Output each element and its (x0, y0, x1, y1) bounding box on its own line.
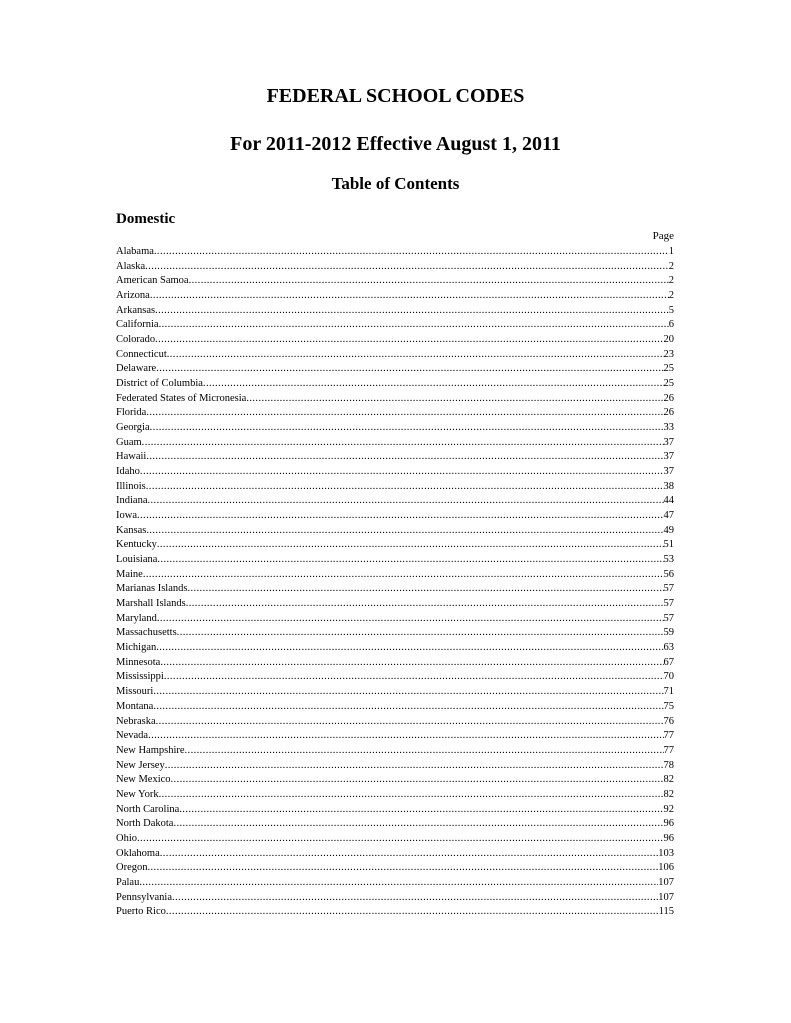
toc-entry-name: Marianas Islands (116, 583, 188, 595)
toc-dot-leader (154, 245, 669, 260)
toc-entry-name: Nevada (116, 730, 149, 742)
toc-dot-leader (177, 626, 664, 641)
toc-entry[interactable] (116, 817, 674, 832)
toc-dot-leader (137, 832, 664, 847)
toc-entry-name: Indiana (116, 495, 148, 507)
toc-dot-leader (145, 260, 669, 275)
toc-entry-name: Palau (116, 876, 140, 888)
toc-entry-name: California (116, 319, 159, 331)
toc-entry-name: Kansas (116, 524, 147, 536)
toc-entry[interactable] (116, 685, 674, 700)
toc-entry-name: Georgia (116, 422, 150, 434)
toc-entry-page: 38 (663, 480, 674, 492)
toc-entry[interactable] (116, 861, 674, 876)
toc-entry-name: Federated States of Micronesia (116, 392, 247, 404)
toc-entry-name: Pennsylvania (116, 891, 172, 903)
section-heading: Domestic (116, 211, 176, 227)
toc-entry-name: Illinois (116, 480, 146, 492)
toc-entry-page: 49 (663, 524, 674, 536)
toc-entry-page: 25 (663, 363, 674, 375)
toc-dot-leader (166, 905, 659, 920)
toc-entry-name: Montana (116, 700, 154, 712)
toc-entry[interactable] (116, 304, 674, 319)
toc-entry-name: American Samoa (116, 275, 189, 287)
toc-entry-name: Massachusetts (116, 627, 177, 639)
toc-entry[interactable] (116, 700, 674, 715)
toc-entry-page: 71 (663, 686, 674, 698)
toc-entry-name: New Hampshire (116, 744, 185, 756)
toc-entry-page: 53 (663, 554, 674, 566)
toc-entry-page: 103 (658, 847, 674, 859)
toc-entry-page: 115 (658, 906, 674, 918)
toc-entry[interactable] (116, 450, 674, 465)
toc-entry-name: Maryland (116, 612, 157, 624)
toc-entry-page: 2 (668, 290, 674, 302)
toc-entry-name: Delaware (116, 363, 157, 375)
toc-entry[interactable] (116, 715, 674, 730)
page-column-label: Page (652, 230, 674, 242)
toc-entry-page: 76 (663, 715, 674, 727)
toc-entry-name: Florida (116, 407, 147, 419)
toc-entry-page: 57 (663, 583, 674, 595)
toc-entry-name: Missouri (116, 686, 154, 698)
toc-entry[interactable] (116, 260, 674, 275)
toc-entry[interactable] (116, 494, 674, 509)
toc-dot-leader (146, 406, 663, 421)
toc-entry-page: 20 (663, 334, 674, 346)
toc-dot-leader (164, 670, 664, 685)
toc-entry-name: Iowa (116, 510, 137, 522)
toc-entry[interactable] (116, 538, 674, 553)
toc-entry-page: 6 (668, 319, 674, 331)
toc-dot-leader (156, 641, 663, 656)
toc-dot-leader (157, 553, 663, 568)
toc-dot-leader (150, 289, 669, 304)
toc-entry-page: 26 (663, 407, 674, 419)
toc-entry[interactable] (116, 465, 674, 480)
toc-entry-name: Alaska (116, 260, 146, 272)
toc-dot-leader (159, 788, 664, 803)
toc-entry-page: 75 (663, 700, 674, 712)
toc-entry-name: Ohio (116, 832, 137, 844)
toc-entry-name: District of Columbia (116, 378, 203, 390)
toc-entry-page: 47 (663, 510, 674, 522)
toc-entry-page: 5 (668, 304, 674, 316)
toc-entry-name: Oregon (116, 862, 148, 874)
toc-entry-name: Mississippi (116, 671, 164, 683)
toc-entry-page: 57 (663, 598, 674, 610)
toc-entry[interactable] (116, 832, 674, 847)
toc-entry-name: Guam (116, 436, 142, 448)
toc-dot-leader (173, 817, 663, 832)
toc-entry-name: Hawaii (116, 451, 147, 463)
toc-dot-leader (171, 773, 664, 788)
toc-entry[interactable] (116, 641, 674, 656)
toc-list (116, 245, 674, 920)
toc-entry[interactable] (116, 421, 674, 436)
toc-entry[interactable] (116, 876, 674, 891)
toc-entry-name: Idaho (116, 466, 140, 478)
toc-entry[interactable] (116, 568, 674, 583)
toc-dot-leader (160, 847, 659, 862)
toc-dot-leader (143, 568, 664, 583)
toc-entry-name: Arizona (116, 290, 150, 302)
toc-entry[interactable] (116, 788, 674, 803)
toc-entry-name: Oklahoma (116, 847, 160, 859)
toc-entry-page: 2 (668, 275, 674, 287)
toc-dot-leader (157, 612, 664, 627)
toc-entry[interactable] (116, 803, 674, 818)
toc-entry-name: Arkansas (116, 304, 156, 316)
toc-dot-leader (142, 436, 664, 451)
toc-entry-name: Maine (116, 568, 143, 580)
toc-entry[interactable] (116, 377, 674, 392)
toc-entry[interactable] (116, 524, 674, 539)
toc-entry-name: Connecticut (116, 348, 167, 360)
toc-entry-page: 1 (668, 246, 674, 257)
toc-entry-name: Puerto Rico (116, 906, 166, 918)
toc-dot-leader (165, 759, 664, 774)
toc-dot-leader (156, 715, 664, 730)
toc-dot-leader (146, 524, 663, 539)
toc-dot-leader (148, 729, 663, 744)
toc-entry-page: 82 (663, 788, 674, 800)
document-subtitle: For 2011-2012 Effective August 1, 2011 (230, 133, 561, 155)
toc-dot-leader (155, 304, 669, 319)
toc-entry[interactable] (116, 759, 674, 774)
toc-entry[interactable] (116, 392, 674, 407)
toc-dot-leader (148, 861, 659, 876)
toc-entry-page: 107 (658, 876, 674, 888)
toc-entry[interactable] (116, 348, 674, 363)
toc-entry-page: 37 (663, 436, 674, 448)
toc-entry[interactable] (116, 670, 674, 685)
toc-entry[interactable] (116, 729, 674, 744)
toc-entry-name: New Jersey (116, 759, 165, 771)
toc-entry-page: 57 (663, 612, 674, 624)
toc-dot-leader (246, 392, 663, 407)
toc-dot-leader (159, 318, 669, 333)
toc-entry-page: 59 (663, 627, 674, 639)
toc-entry-page: 23 (663, 348, 674, 360)
toc-dot-leader (185, 744, 664, 759)
toc-entry[interactable] (116, 362, 674, 377)
toc-dot-leader (146, 480, 664, 495)
toc-entry-page: 106 (658, 862, 674, 874)
toc-entry-name: Nebraska (116, 715, 156, 727)
toc-entry[interactable] (116, 274, 674, 289)
toc-entry[interactable] (116, 509, 674, 524)
toc-entry-name: North Dakota (116, 818, 174, 830)
toc-entry[interactable] (116, 626, 674, 641)
toc-entry[interactable] (116, 744, 674, 759)
toc-dot-leader (157, 538, 664, 553)
toc-entry[interactable] (116, 406, 674, 421)
toc-entry-name: Alabama (116, 246, 154, 257)
toc-entry[interactable] (116, 289, 674, 304)
toc-dot-leader (172, 891, 658, 906)
toc-entry-page: 26 (663, 392, 674, 404)
toc-dot-leader (148, 494, 664, 509)
toc-dot-leader (150, 421, 664, 436)
toc-entry[interactable] (116, 245, 674, 260)
toc-dot-leader (137, 509, 664, 524)
toc-entry-name: Colorado (116, 334, 156, 346)
toc-dot-leader (139, 876, 658, 891)
toc-entry-name: Marshall Islands (116, 598, 186, 610)
toc-entry-page: 67 (663, 656, 674, 668)
document-title: FEDERAL SCHOOL CODES (266, 85, 525, 107)
toc-entry-page: 37 (663, 466, 674, 478)
toc-entry[interactable] (116, 905, 674, 920)
toc-entry-page: 25 (663, 378, 674, 390)
toc-entry[interactable] (116, 891, 674, 906)
toc-entry[interactable] (116, 480, 674, 495)
toc-entry-name: North Carolina (116, 803, 180, 815)
toc-entry-name: Louisiana (116, 554, 158, 566)
toc-dot-leader (140, 465, 664, 480)
toc-dot-leader (203, 377, 664, 392)
toc-entry-page: 56 (663, 568, 674, 580)
toc-dot-leader (160, 656, 663, 671)
toc-dot-leader (146, 450, 663, 465)
toc-entry-page: 2 (668, 260, 674, 272)
toc-entry[interactable] (116, 318, 674, 333)
toc-entry-page: 44 (663, 495, 674, 507)
toc-dot-leader (155, 333, 663, 348)
toc-entry[interactable] (116, 612, 674, 627)
toc-entry[interactable] (116, 333, 674, 348)
toc-dot-leader (187, 582, 663, 597)
toc-entry[interactable] (116, 773, 674, 788)
toc-entry[interactable] (116, 582, 674, 597)
toc-dot-leader (186, 597, 664, 612)
toc-entry-page: 63 (663, 642, 674, 654)
toc-entry-page: 37 (663, 451, 674, 463)
toc-entry[interactable] (116, 553, 674, 568)
toc-dot-leader (189, 274, 669, 289)
toc-dot-leader (153, 685, 663, 700)
toc-dot-leader (179, 803, 663, 818)
toc-entry-page: 70 (663, 671, 674, 683)
toc-entry-page: 51 (663, 539, 674, 551)
toc-dot-leader (156, 362, 663, 377)
toc-entry-page: 107 (658, 891, 674, 903)
toc-entry-page: 92 (663, 803, 674, 815)
toc-entry-name: Kentucky (116, 539, 157, 551)
toc-entry[interactable] (116, 597, 674, 612)
toc-entry[interactable] (116, 847, 674, 862)
toc-entry-name: New Mexico (116, 774, 171, 786)
toc-entry[interactable] (116, 436, 674, 451)
toc-entry-page: 96 (663, 818, 674, 830)
toc-dot-leader (167, 348, 664, 363)
toc-entry-page: 82 (663, 774, 674, 786)
toc-entry-page: 77 (663, 744, 674, 756)
toc-entry-name: Minnesota (116, 656, 161, 668)
toc-entry-name: New York (116, 788, 159, 800)
toc-title: Table of Contents (331, 174, 460, 193)
toc-entry-page: 77 (663, 730, 674, 742)
toc-entry-page: 96 (663, 832, 674, 844)
toc-dot-leader (153, 700, 663, 715)
toc-entry-page: 78 (663, 759, 674, 771)
toc-entry[interactable] (116, 656, 674, 671)
toc-entry-name: Michigan (116, 642, 157, 654)
toc-entry-page: 33 (663, 422, 674, 434)
